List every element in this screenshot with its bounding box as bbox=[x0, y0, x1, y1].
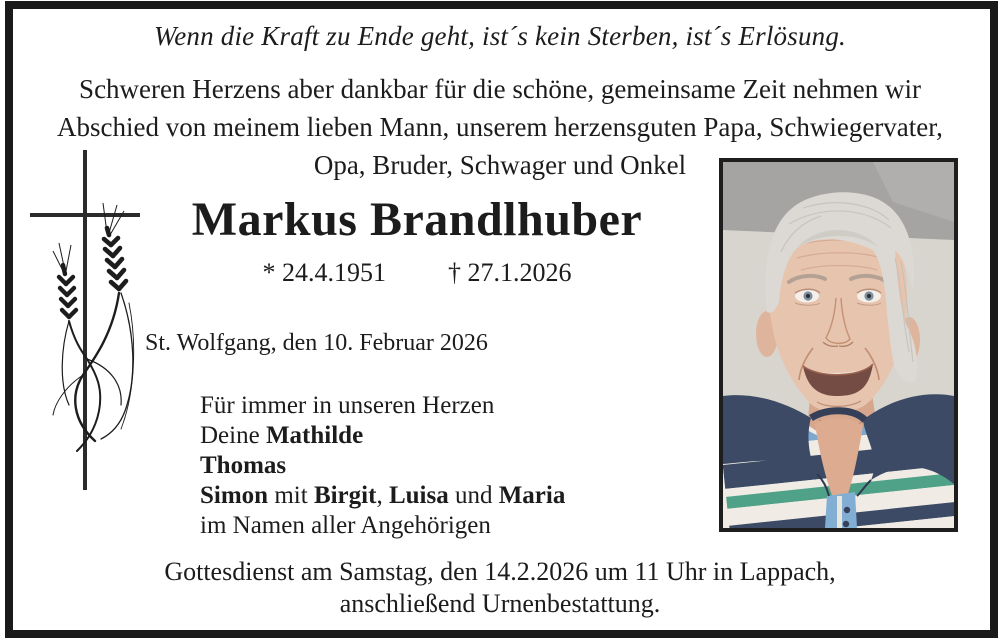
portrait-illustration bbox=[723, 162, 954, 528]
place-dateline: St. Wolfgang, den 10. Februar 2026 bbox=[145, 330, 488, 356]
portrait-photo bbox=[719, 158, 958, 532]
opening-quote: Wenn die Kraft zu Ende geht, ist´s kein Sterben, ist´s Erlösung. bbox=[154, 21, 846, 51]
intro-line: Schweren Herzens aber dankbar für die schöne, gemeinsame Zeit nehmen wir bbox=[79, 74, 921, 104]
intro-line: Opa, Bruder, Schwager und Onkel bbox=[313, 150, 687, 180]
farewell-line: Für immer in unseren Herzen bbox=[200, 392, 495, 419]
farewell-line: im Namen aller Angehörigen bbox=[200, 512, 491, 539]
death-date: † 27.1.2026 bbox=[448, 258, 572, 287]
farewell-line: Simon mit Birgit, Luisa und Maria bbox=[200, 482, 566, 509]
farewell-lines bbox=[200, 391, 565, 541]
intro-line: Abschied von meinem lieben Mann, unserem herzensguten Papa, Schwiegervater, bbox=[57, 112, 943, 142]
farewell-line: Deine Mathilde bbox=[200, 422, 364, 449]
farewell-line: Thomas bbox=[200, 452, 287, 479]
service-info bbox=[0, 556, 1000, 620]
deceased-name: Markus Brandlhuber bbox=[191, 193, 643, 246]
birth-date: * 24.4.1951 bbox=[262, 258, 386, 287]
service-line: Gottesdienst am Samstag, den 14.2.2026 um 11 Uhr in Lappach, bbox=[164, 557, 836, 586]
service-line: anschließend Urnenbestattung. bbox=[339, 589, 661, 618]
life-dates bbox=[0, 258, 834, 288]
